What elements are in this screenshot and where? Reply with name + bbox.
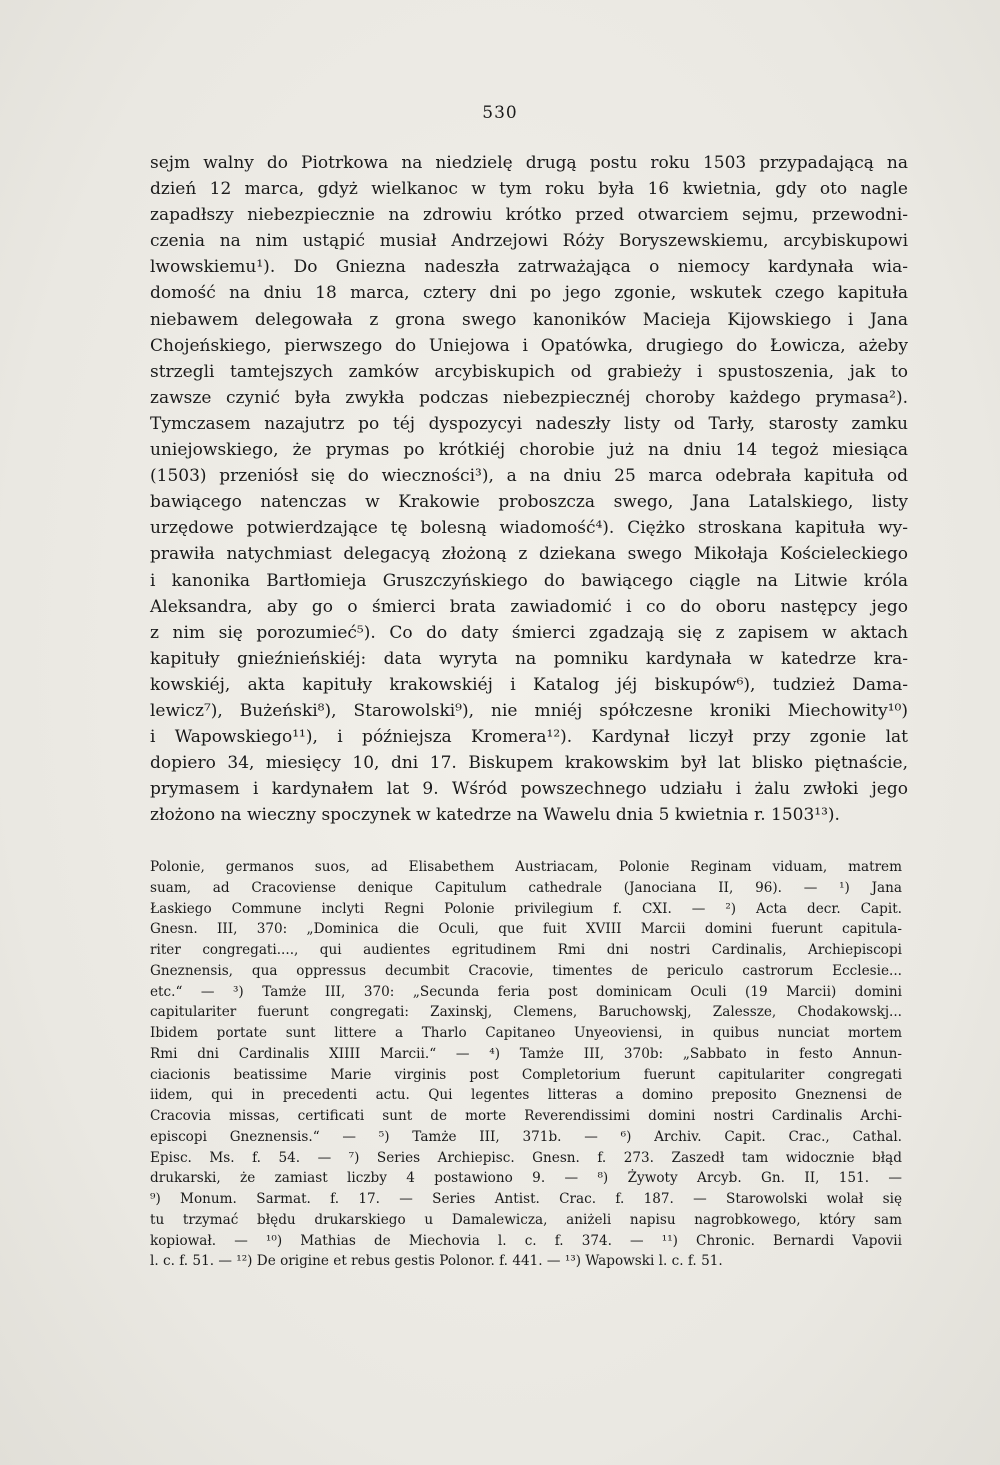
text-line: (1503) przeniósł się do wieczności³), a na dniu 25 marca odebrała kapituła od xyxy=(150,466,908,487)
footnotes xyxy=(150,857,902,1272)
page-number: 530 xyxy=(482,103,518,123)
text-line: zapadłszy niebezpiecznie na zdrowiu krótko przed otwarciem sejmu, przewodni- xyxy=(150,205,908,226)
footnote-line: Rmi dni Cardinalis XIIII Marcii.“ — ⁴) Tamże III, 370b: „Sabbato in festo Annun- xyxy=(150,1045,902,1062)
footnote-line: Łaskiego Commune inclyti Regni Polonie privilegium f. CXI. — ²) Acta decr. Capit. xyxy=(150,900,902,917)
footnote-line: Polonie, germanos suos, ad Elisabethem Austriacam, Polonie Reginam viduam, matrem xyxy=(150,859,902,875)
text-line: i Wapowskiego¹¹), i późniejsza Kromera¹²). Kardynał liczył przy zgonie lat xyxy=(150,727,908,748)
footnote-line: iidem, qui in precedenti actu. Qui legentes litteras a domino preposito Gneznensi de xyxy=(150,1087,902,1104)
footnote-line: Episc. Ms. f. 54. — ⁷) Series Archiepisc. Gnesn. f. 273. Zaszedł tam widocznie błąd xyxy=(150,1149,902,1166)
text-line: lewicz⁷), Bużeński⁸), Starowolski⁹), nie mniéj spółczesne kroniki Miechowity¹⁰) xyxy=(150,700,908,721)
text-line: prymasem i kardynałem lat 9. Wśród powszechnego udziału i żalu zwłoki jego xyxy=(150,779,908,800)
text-line: prawiła natychmiast delegacyą złożoną z dziekana swego Mikołaja Kościeleckiego xyxy=(150,544,908,565)
text-line: urzędowe potwierdzające tę bolesną wiadomość⁴). Ciężko stroskana kapituła wy- xyxy=(150,518,908,539)
footnote-line: ciacionis beatissime Marie virginis post Completorium fuerunt capitulariter congregati xyxy=(150,1066,902,1083)
text-line: zawsze czynić była zwykła podczas niebezpiecznéj choroby każdego prymasa²). xyxy=(150,387,908,408)
text-line: bawiącego natenczas w Krakowie proboszcza swego, Jana Latalskiego, listy xyxy=(150,492,908,513)
footnote-line: capitulariter fuerunt congregati: Zaxinskj, Clemens, Baruchowskj, Zalessze, Chodakowskj... xyxy=(150,1004,902,1021)
text-line: strzegli tamtejszych zamków arcybiskupich od grabieży i spustoszenia, jak to xyxy=(150,361,908,382)
text-line: Aleksandra, aby go o śmierci brata zawiadomić i co do oboru następcy jego xyxy=(150,596,908,617)
text-line: sejm walny do Piotrkowa na niedzielę drugą postu roku 1503 przypadającą na xyxy=(150,153,908,173)
footnote-line: Gneznensis, qua oppressus decumbit Cracovie, timentes de periculo castrorum Ecclesie... xyxy=(150,962,902,979)
footnote-line: episcopi Gneznensis.“ — ⁵) Tamże III, 371b. — ⁶) Archiv. Capit. Crac., Cathal. xyxy=(150,1128,902,1145)
footnote-line: Ibidem portate sunt littere a Tharlo Capitaneo Unyeoviensi, in quibus nunciat mortem xyxy=(150,1025,902,1041)
footnote-line: drukarski, że zamiast liczby 4 postawiono 9. — ⁸) Żywoty Arcyb. Gn. II, 151. — xyxy=(150,1170,902,1187)
text-line: czenia na nim ustąpić musiał Andrzejowi Róży Boryszewskiemu, arcybiskupowi xyxy=(150,231,908,252)
text-line: kapituły gnieźnieńskiéj: data wyryta na pomniku kardynała w katedrze kra- xyxy=(150,648,908,669)
text-line: i kanonika Bartłomieja Gruszczyńskiego do bawiącego ciągle na Litwie króla xyxy=(150,570,908,591)
text-line: Chojeńskiego, pierwszego do Uniejowa i Opatówka, drugiego do Łowicza, ażeby xyxy=(150,335,908,356)
text-line: dzień 12 marca, gdyż wielkanoc w tym roku była 16 kwietnia, gdy oto nagle xyxy=(150,179,908,200)
footnote-line: Cracovia missas, certificati sunt de morte Reverendissimi domini nostri Cardinalis Archi- xyxy=(150,1108,902,1124)
footnote-line: kopiował. — ¹⁰) Mathias de Miechovia l. c. f. 374. — ¹¹) Chronic. Bernardi Vapovii xyxy=(150,1232,902,1249)
footnote-line: etc.“ — ³) Tamże III, 370: „Secunda feria post dominicam Oculi (19 Marcii) domini xyxy=(150,983,902,1000)
footnote-line: tu trzymać błędu drukarskiego u Damalewicza, aniżeli napisu nagrobkowego, który sam xyxy=(150,1211,902,1228)
text-line: domość na dniu 18 marca, cztery dni po jego zgonie, wskutek czego kapituła xyxy=(150,283,908,304)
text-line: dopiero 34, miesięcy 10, dni 17. Biskupem krakowskim był lat blisko piętnaście, xyxy=(150,753,908,774)
footnote-line: riter congregati...., qui audientes egritudinem Rmi dni nostri Cardinalis, Archiepiscopi xyxy=(150,942,902,958)
footnote-line: Gnesn. III, 370: „Dominica die Oculi, que fuit XVIII Marcii domini fuerunt capitula- xyxy=(150,921,902,938)
text-line: Tymczasem nazajutrz po téj dyspozycyi nadeszły listy od Tarły, starosty zamku xyxy=(150,413,908,434)
main-text xyxy=(150,150,908,828)
text-line: kowskiéj, akta kapituły krakowskiéj i Katalog jéj biskupów⁶), tudzież Dama- xyxy=(150,674,908,695)
footnote-line: l. c. f. 51. — ¹²) De origine et rebus gestis Polonor. f. 441. — ¹³) Wapowski l. c. f. 51. xyxy=(150,1253,723,1270)
text-line: niebawem delegowała z grona swego kanoników Macieja Kijowskiego i Jana xyxy=(150,309,908,330)
text-line: uniejowskiego, że prymas po krótkiéj chorobie już na dniu 14 tegoż miesiąca xyxy=(150,440,908,461)
footnote-line: suam, ad Cracoviense denique Capitulum cathedrale (Janociana II, 96). — ¹) Jana xyxy=(150,879,902,896)
footnote-line: ⁹) Monum. Sarmat. f. 17. — Series Antist. Crac. f. 187. — Starowolski wolał się xyxy=(150,1191,902,1207)
text-line: z nim się porozumieć⁵). Co do daty śmierci zgadzają się z zapisem w aktach xyxy=(150,622,908,643)
text-line: lwowskiemu¹). Do Gniezna nadeszła zatrważająca o niemocy kardynała wia- xyxy=(150,257,908,278)
text-line: złożono na wieczny spoczynek w katedrze na Wawelu dnia 5 kwietnia r. 1503¹³). xyxy=(150,805,840,826)
